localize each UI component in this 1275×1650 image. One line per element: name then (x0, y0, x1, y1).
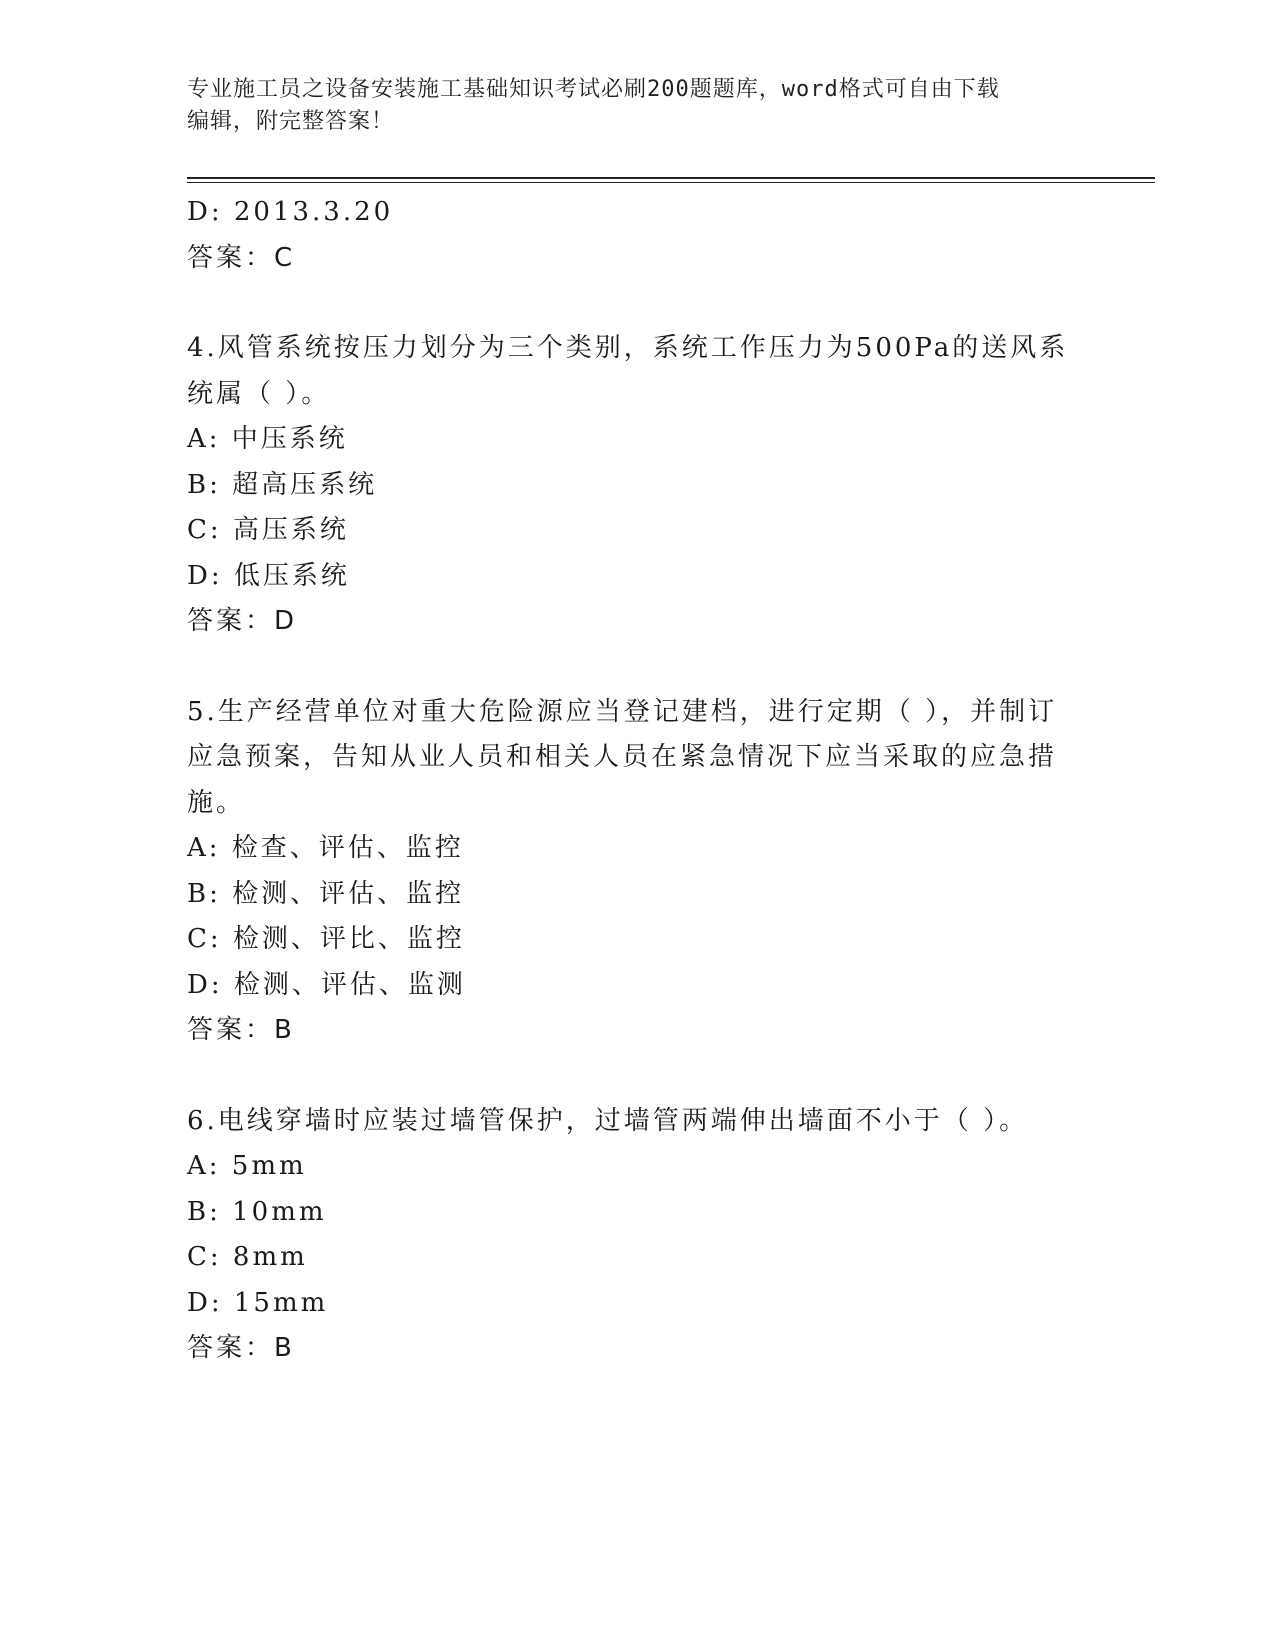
question-block-4 (187, 326, 1087, 645)
header-title-line-2: 编辑，附完整答案！ (187, 109, 395, 134)
option-d: D: 2013.3.20 (187, 197, 394, 227)
option-b: B: 10mm (187, 1196, 327, 1227)
option-c: C: 8mm (187, 1242, 308, 1272)
question-stem: 5.生产经营单位对重大危险源应当登记建档，进行定期（ ），并制订 (187, 696, 1058, 727)
answer-line: 答案：B (187, 1015, 295, 1045)
option-b: B: 检测、评估、监控 (187, 878, 465, 909)
option-d: D: 15mm (187, 1287, 329, 1318)
question-stem: 应急预案，告知从业人员和相关人员在紧急情况下应当采取的应急措 (187, 742, 1058, 772)
option-b: B: 超高压系统 (187, 469, 378, 500)
document-header (187, 74, 1067, 138)
answer-line: 答案：D (187, 606, 298, 636)
question-list (187, 190, 1087, 1372)
spacer (187, 281, 1087, 326)
option-a: A: 中压系统 (187, 424, 348, 454)
question-stem: 6.电线穿墙时应装过墙管保护，过墙管两端伸出墙面不小于（ ）。 (187, 1105, 1029, 1136)
answer-line: 答案：B (187, 1333, 295, 1363)
option-d: D: 检测、评估、监测 (187, 969, 466, 1000)
option-d: D: 低压系统 (187, 560, 350, 591)
option-a: A: 检查、评估、监控 (187, 833, 464, 863)
spacer (187, 645, 1087, 690)
question-block-6 (187, 1099, 1087, 1372)
option-c: C: 检测、评比、监控 (187, 924, 465, 954)
header-divider-thick (187, 177, 1155, 179)
question-stem: 统属（ ）。 (187, 378, 331, 409)
question-stem: 施。 (187, 787, 246, 818)
header-title-line-1: 专业施工员之设备安装施工基础知识考试必刷200题题库，word格式可自由下载 (187, 77, 1000, 102)
option-c: C: 高压系统 (187, 515, 349, 545)
question-block-5 (187, 690, 1087, 1054)
header-divider-thin (187, 182, 1155, 183)
spacer (187, 1054, 1087, 1099)
question-stem: 4.风管系统按压力划分为三个类别，系统工作压力为500Pa的送风系 (187, 333, 1069, 363)
answer-line: 答案：C (187, 242, 296, 273)
option-a: A: 5mm (187, 1151, 307, 1181)
question-block-prev (187, 190, 1087, 281)
